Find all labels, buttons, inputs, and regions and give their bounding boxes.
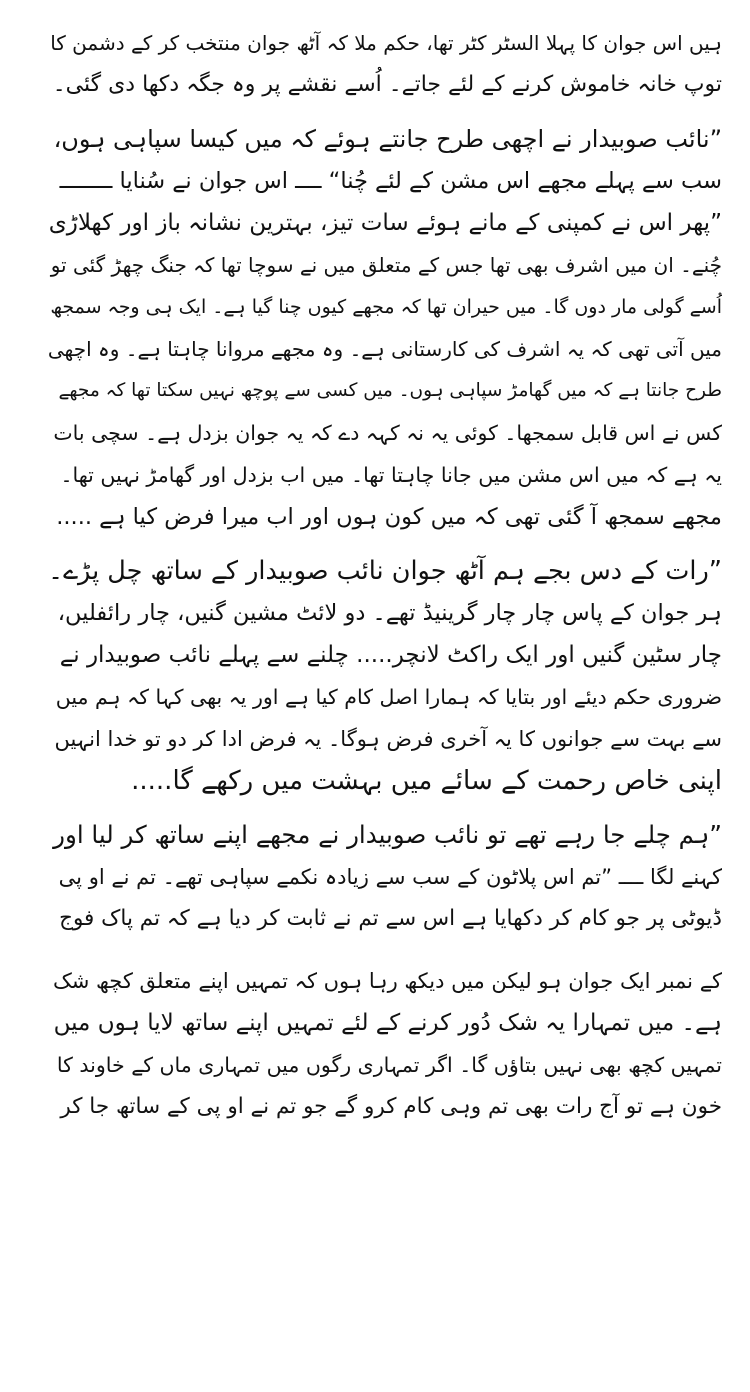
text-line: ہیں اس جوان کا پہلا السٹر کٹر تھا، حکم ملا کہ آٹھ جوان منتخب کر کے دشمن کا xyxy=(50,31,722,55)
text-line: اپنی خاص رحمت کے سائے میں بہشت میں رکھے گا..... xyxy=(131,766,722,796)
text-line: مجھے سمجھ آ گئی تھی کہ میں کون ہوں اور اب میرا فرض کیا ہے ..... xyxy=(56,504,722,530)
text-line: سب سے پہلے مجھے اس مشن کے لئے چُنا“ ــــ اس جوان نے سُنایا ــــــــ xyxy=(59,168,722,194)
text-line: چار سٹین گنیں اور ایک راکٹ لانچر..... چلنے سے پہلے نائب صوبیدار نے xyxy=(59,642,722,668)
text-line: ہے۔ میں تمہارا یہ شک دُور کرنے کے لئے تمہیں اپنے ساتھ لایا ہوں میں xyxy=(53,1010,722,1036)
text-line: ڈیوٹی پر جو کام کر دکھایا ہے اس سے تم نے ثابت کر دیا ہے کہ تم پاک فوج xyxy=(59,906,722,931)
text-line: ”پھر اس نے کمپنی کے مانے ہوئے سات تیز، بہترین نشانہ باز اور کھلاڑی xyxy=(48,210,722,236)
text-line: ”نائب صوبیدار نے اچھی طرح جانتے ہوئے کہ میں کیسا سپاہی ہوں، xyxy=(53,125,722,153)
paragraph-6 xyxy=(48,960,722,1128)
paragraph-1 xyxy=(48,22,722,106)
paragraph-4 xyxy=(48,550,722,802)
text-line: کے نمبر ایک جوان ہو لیکن میں دیکھ رہا ہوں کہ تمہیں اپنے متعلق کچھ شک xyxy=(52,969,722,993)
text-line: ضروری حکم دیئے اور بتایا کہ ہمارا اصل کام کیا ہے اور یہ بھی کہا کہ ہم میں xyxy=(55,685,722,709)
text-line: ”رات کے دس بجے ہم آٹھ جوان نائب صوبیدار کے ساتھ چل پڑے۔ xyxy=(48,556,722,586)
text-line: سے بہت سے جوانوں کا یہ آخری فرض ہوگا۔ یہ فرض ادا کر دو تو خدا انہیں xyxy=(54,727,722,751)
text-line: اُسے گولی مار دوں گا۔ میں حیران تھا کہ مجھے کیوں چنا گیا ہے۔ ایک ہی وجہ سمجھ xyxy=(50,296,722,318)
paragraph-5 xyxy=(48,814,722,940)
urdu-text-body xyxy=(48,22,722,1128)
text-line: میں آتی تھی کہ یہ اشرف کی کارستانی ہے۔ وہ مجھے مروانا چاہتا ہے۔ وہ اچھی xyxy=(48,337,722,361)
paragraph-3 xyxy=(48,202,722,538)
text-line: طرح جانتا ہے کہ میں گھامڑ سپاہی ہوں۔ میں کسی سے پوچھ نہیں سکتا تھا کہ مجھے xyxy=(58,380,722,401)
text-line: خون ہے تو آج رات بھی تم وہی کام کرو گے جو تم نے او پی کے ساتھ جا کر xyxy=(60,1094,722,1119)
text-line: ”ہم چلے جا رہے تھے تو نائب صوبیدار نے مجھے اپنے ساتھ کر لیا اور xyxy=(53,820,722,849)
text-line: چُنے۔ ان میں اشرف بھی تھا جس کے متعلق میں نے سوچا تھا کہ جنگ چھڑ گئی تو xyxy=(50,253,722,277)
text-line: کہنے لگا ــــ ”تم اس پلاٹون کے سب سے زیادہ نکمے سپاہی تھے۔ تم نے او پی xyxy=(58,865,722,889)
text-line: ہر جوان کے پاس چار چار گرینیڈ تھے۔ دو لائٹ مشین گنیں، چار رائفلیں، xyxy=(57,600,722,626)
text-line: یہ ہے کہ میں اس مشن میں جانا چاہتا تھا۔ میں اب بزدل اور گھامڑ نہیں تھا۔ xyxy=(60,463,722,487)
text-line: کس نے اس قابل سمجھا۔ کوئی یہ نہ کہہ دے کہ یہ جوان بزدل ہے۔ سچی بات xyxy=(53,421,722,445)
text-line: تمہیں کچھ بھی نہیں بتاؤں گا۔ اگر تمہاری رگوں میں تمہاری ماں کے خاوند کا xyxy=(56,1053,722,1077)
text-line: توپ خانہ خاموش کرنے کے لئے جاتے۔ اُسے نقشے پر وہ جگہ دکھا دی گئی۔ xyxy=(52,72,722,97)
paragraph-2 xyxy=(48,118,722,202)
